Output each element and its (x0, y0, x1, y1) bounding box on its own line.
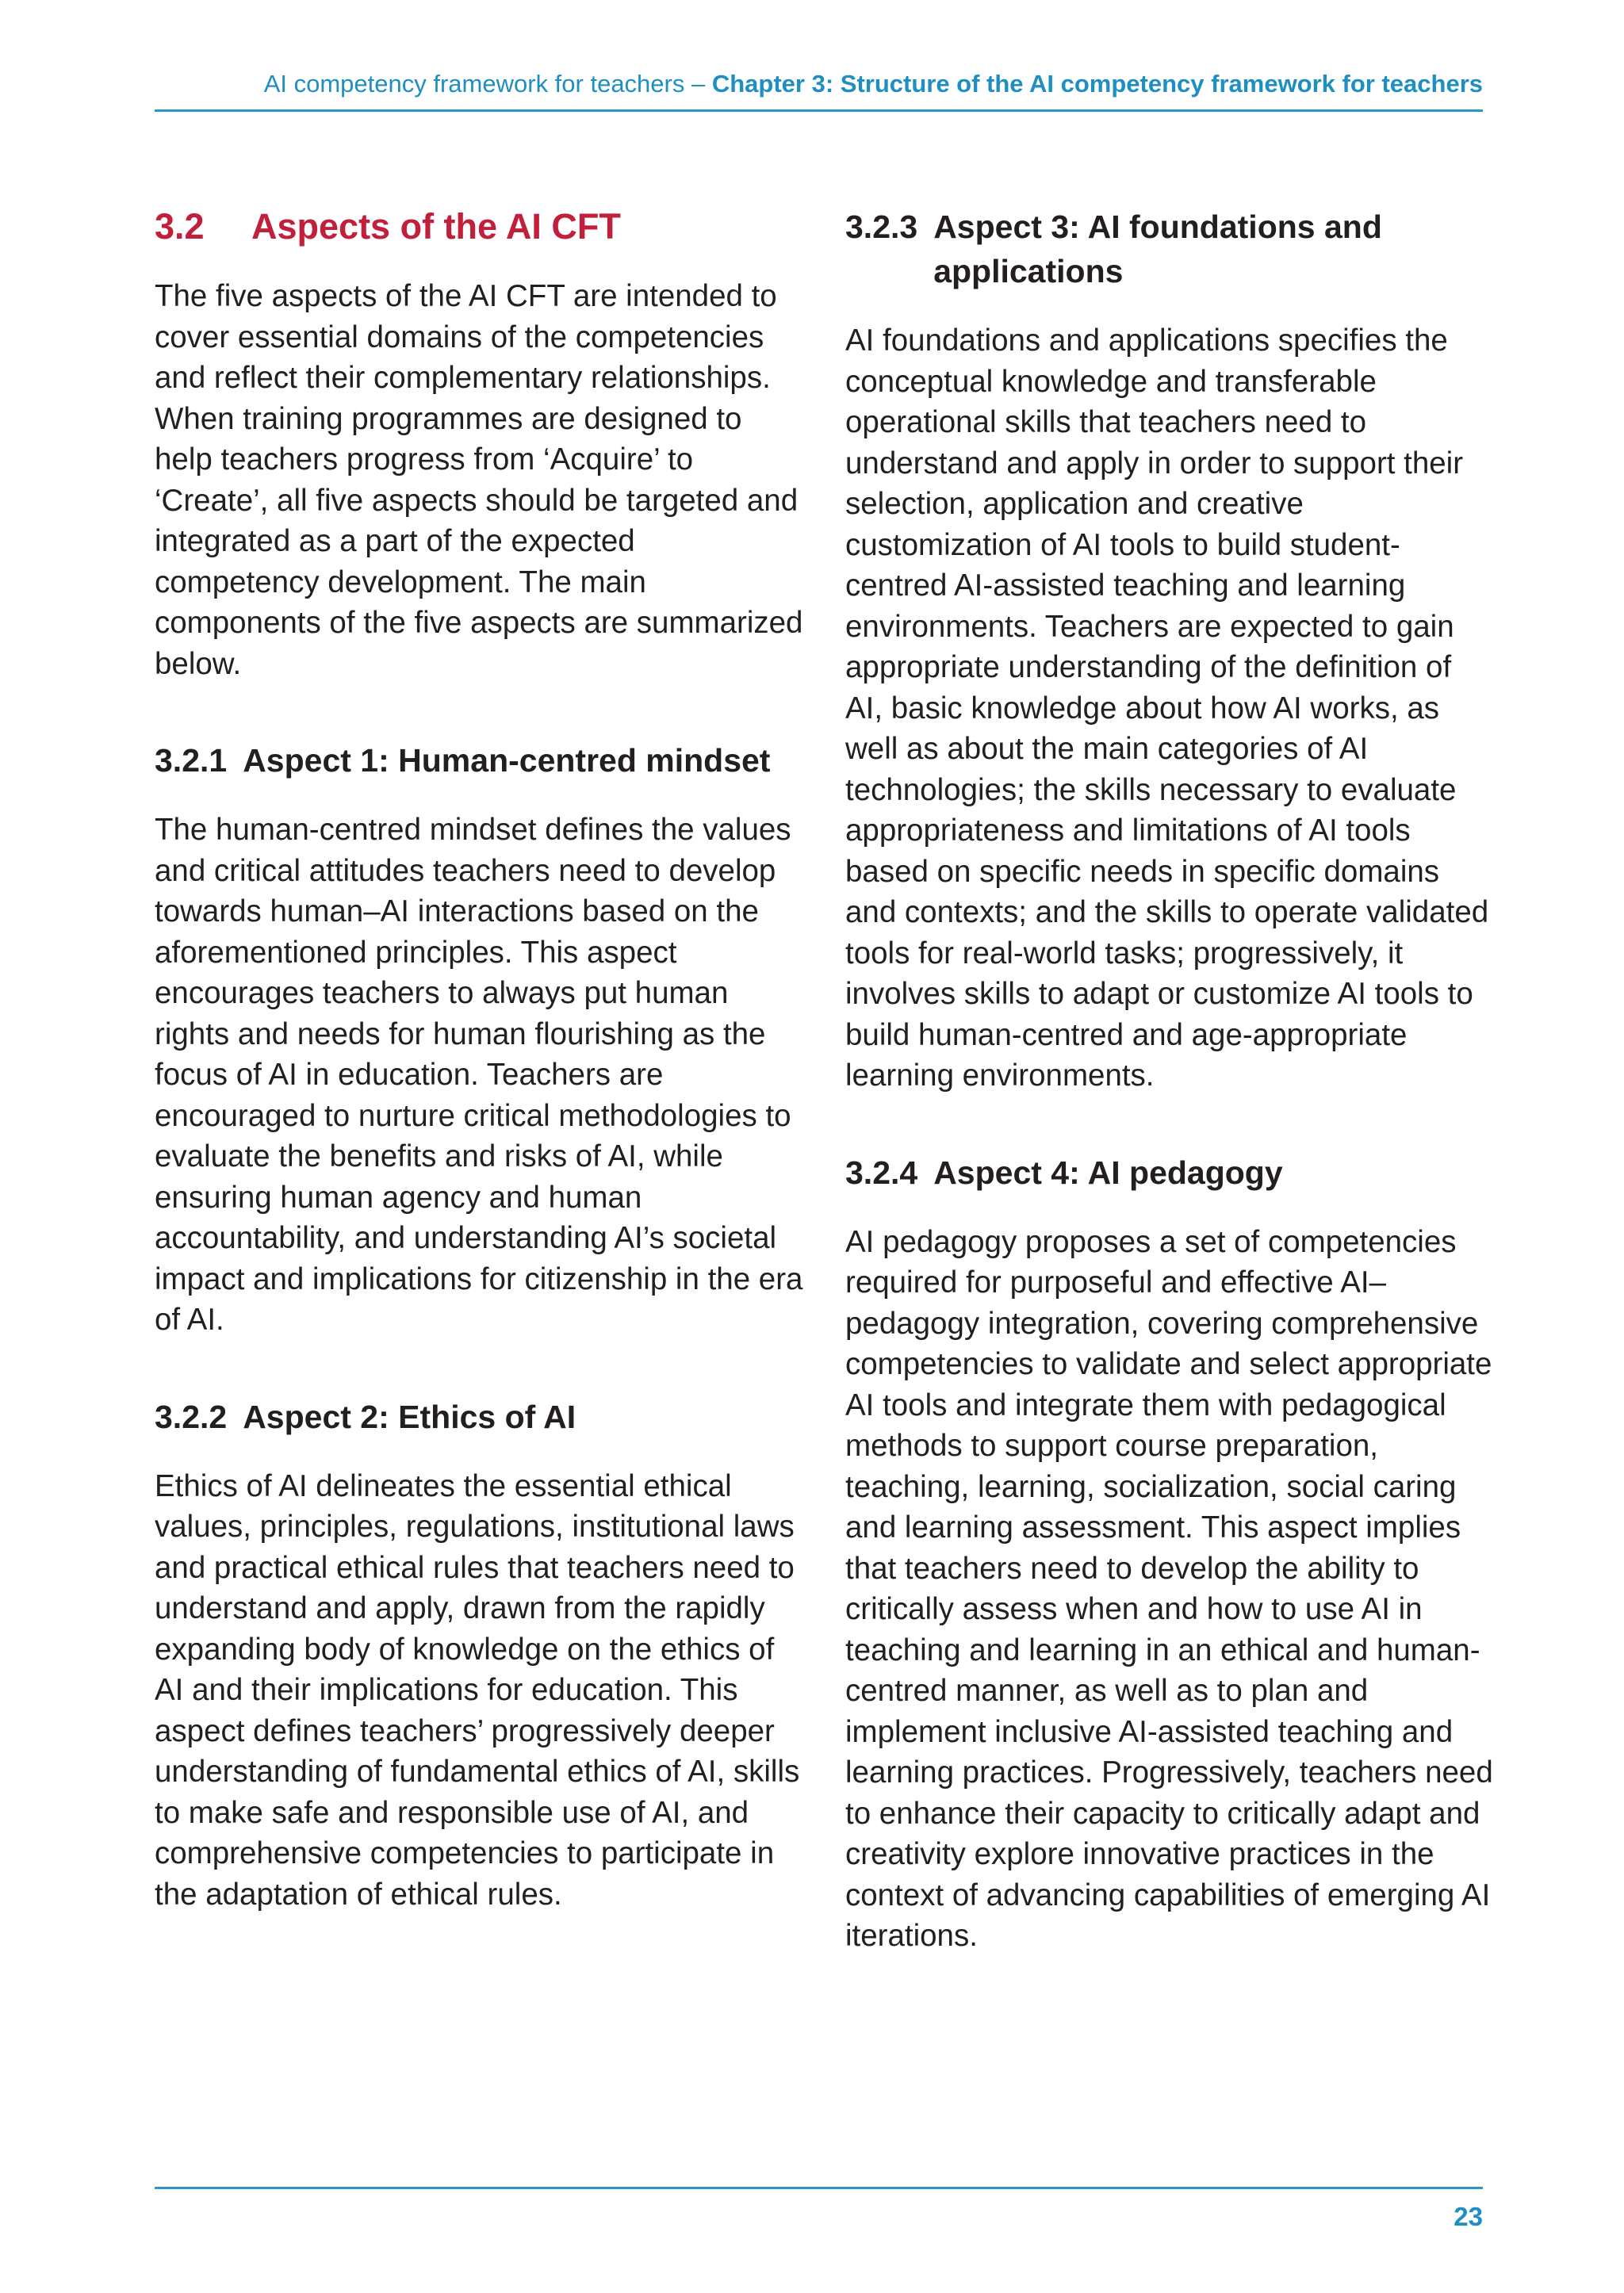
aspect-3-heading (845, 205, 1494, 293)
aspect-2-title: Aspect 2: Ethics of AI (243, 1398, 576, 1435)
section-title: Aspects of the AI CFT (251, 206, 621, 247)
right-column (845, 205, 1494, 1957)
aspect-1-paragraph: The human-centred mindset defines the values and critical attitudes teachers need to develop towards human–AI interactions based on the aforementioned principles. This aspect encourages teachers to always put human rights and needs for human flourishing as the focus of AI in education. Teachers are encouraged to nurture critical methodologies to evaluate the benefits and risks of AI, while ensuring human agency and human accountability, and understanding AI’s societal impact and implications for citizenship in the era of AI. (155, 813, 803, 1337)
aspect-1-number: 3.2.1 (155, 742, 228, 779)
aspect-4-heading (845, 1150, 1494, 1195)
footer-rule (155, 2187, 1483, 2189)
header-rule (155, 109, 1483, 112)
aspect-4-paragraph: AI pedagogy proposes a set of competencies required for purposeful and effective AI–pedagogy integration, covering comprehensive competencies to validate and select appropriate AI tools and integrate them with pedagogical methods to support course preparation, teaching, learning, socialization, social caring and learning assessment. This aspect implies that teachers need to develop the ability to critically assess when and how to use AI in teaching and learning in an ethical and human-centred manner, as well as to plan and implement inclusive AI-assisted teaching and learning practices. Progressively, teachers need to enhance their capacity to critically adapt and creativity explore innovative practices in the context of advancing capabilities of emerging AI iterations. (845, 1224, 1493, 1953)
aspect-1-title: Aspect 1: Human-centred mindset (243, 742, 771, 779)
spacer (845, 1097, 1494, 1150)
aspect-2-paragraph: Ethics of AI delineates the essential ethical values, principles, regulations, institutional laws and practical ethical rules that teachers need to understand and apply, drawn from the rapidly expanding body of knowledge on the ethics of AI and their implications for education. This aspect defines teachers’ progressively deeper understanding of fundamental ethics of AI, skills to make safe and responsible use of AI, and comprehensive competencies to participate in the adaptation of ethical rules. (155, 1468, 800, 1912)
header-chapter-title: Chapter 3: Structure of the AI competency framework for teachers (711, 70, 1483, 98)
aspect-1-heading (155, 738, 803, 783)
spacer (155, 684, 803, 738)
running-header (155, 68, 1483, 100)
header-document-title: AI competency framework for teachers – (263, 70, 712, 98)
aspect-3-title: Aspect 3: AI foundations and applications (933, 209, 1382, 289)
spacer (155, 1341, 803, 1395)
aspect-3-number: 3.2.3 (845, 209, 918, 245)
aspect-4-title: Aspect 4: AI pedagogy (933, 1154, 1283, 1191)
page-number: 23 (1454, 2202, 1483, 2231)
aspect-2-number: 3.2.2 (155, 1398, 228, 1435)
aspect-4-number: 3.2.4 (845, 1154, 918, 1191)
section-intro-paragraph: The five aspects of the AI CFT are intended to cover essential domains of the competencies and reflect their complementary relationships. When training programmes are designed to help teachers progress from ‘Acquire’ to ‘Create’, all five aspects should be targeted and integrated as a part of the expected competency development. The main components of the five aspects are summarized below. (155, 279, 803, 681)
aspect-2-heading (155, 1395, 803, 1439)
section-heading (155, 205, 803, 249)
aspect-3-paragraph: AI foundations and applications specifies the conceptual knowledge and transferable operational skills that teachers need to understand and apply in order to support their selection, application and creative customization of AI tools to build student-centred AI-assisted teaching and learning environments. Teachers are expected to gain appropriate understanding of the definition of AI, basic knowledge about how AI works, as well as about the main categories of AI technologies; the skills necessary to evaluate appropriateness and limitations of AI tools based on specific needs in specific domains and contexts; and the skills to operate validated tools for real-world tasks; progressively, it involves skills to adapt or customize AI tools to build human-centred and age-appropriate learning environments. (845, 323, 1489, 1093)
left-column (155, 205, 803, 1915)
section-number: 3.2 (155, 206, 205, 247)
